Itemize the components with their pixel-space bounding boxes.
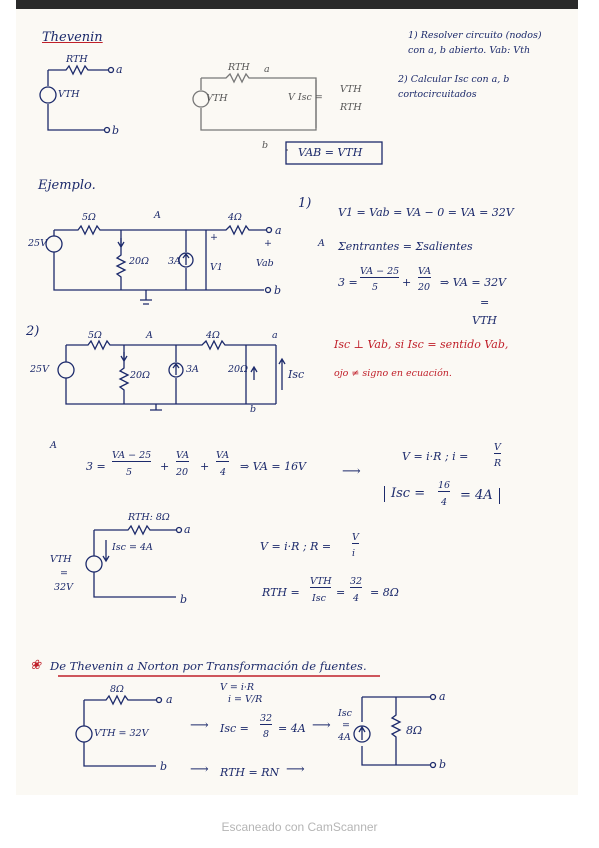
c2-r4: 20Ω	[228, 364, 248, 375]
c3-vth: VTH	[50, 554, 72, 565]
page-title: Thevenin	[42, 30, 103, 45]
part2-isc-num: 16	[438, 480, 451, 491]
gray-frac-den: RTH	[340, 102, 362, 113]
part2-num2: VA	[176, 450, 190, 461]
part1-eq-den2: 20	[418, 282, 431, 293]
part1-eq-den1: 5	[372, 282, 379, 293]
c2-r2: 4Ω	[206, 330, 220, 341]
c2-r3: 20Ω	[130, 370, 150, 381]
c5-node-a: a	[439, 690, 446, 703]
part2-plus2: +	[200, 460, 210, 473]
part1-eq-equals: =	[480, 296, 490, 309]
c1-src-i: 3A	[168, 256, 181, 267]
gray-vth-label: VTH	[206, 93, 228, 104]
camscanner-watermark: Escaneado con CamScanner	[221, 820, 378, 834]
part2-ohm1-den: R	[494, 458, 502, 469]
c3-vth-eq: =	[60, 568, 68, 579]
c3-vth-val: 32V	[54, 582, 73, 593]
c3-node-a: a	[184, 523, 191, 536]
c1-v1: V1	[210, 262, 223, 273]
example-circuit-2	[58, 341, 285, 410]
norton-circuit	[354, 695, 436, 768]
part2-node-A: A	[50, 440, 57, 451]
section-title: De Thevenin a Norton por Transformación de fuentes.	[50, 659, 367, 673]
intro-node-a: a	[116, 63, 123, 76]
circuit-drawings	[16, 0, 578, 795]
part2-den1: 5	[126, 467, 133, 478]
c4-node-b: b	[160, 760, 168, 773]
part1-eq-vth: VTH	[472, 314, 497, 327]
c5-isc: Isc	[338, 708, 352, 719]
c1-r2: 4Ω	[228, 212, 242, 223]
part1-eq-left: 3 =	[338, 276, 358, 289]
part2-num1: VA − 25	[112, 450, 152, 461]
part2-ohm1: V = i·R ; i =	[402, 450, 469, 463]
c2-node-A: A	[146, 330, 153, 341]
c4-r: 8Ω	[110, 684, 124, 695]
c4-vth: VTH = 32V	[94, 728, 149, 739]
part1-eq-plus: +	[402, 276, 412, 289]
c5-r: 8Ω	[406, 724, 423, 737]
c4-isc-formula: Isc =	[220, 722, 249, 735]
c5-node-b: b	[439, 758, 447, 771]
c3-rth: RTH: 8Ω	[128, 512, 170, 523]
part3-rth-eq2: =	[336, 586, 346, 599]
part3-ohm2-num: V	[352, 532, 359, 543]
part3-ohm2: V = i·R ; R =	[260, 540, 332, 553]
part2-isc-den: 4	[441, 497, 448, 508]
intro-node-b: b	[112, 124, 120, 137]
part1-line2: Σentrantes = Σsalientes	[338, 240, 473, 253]
c4-node-a: a	[166, 693, 173, 706]
c4-note1: V = i·R	[220, 682, 255, 693]
gray-isc-formula: V Isc =	[288, 92, 323, 103]
step1-line2: con a, b abierto. Vab: Vth	[408, 45, 531, 56]
part3-ohm2-den: i	[352, 548, 356, 559]
part3-rth-num2: 32	[350, 576, 363, 587]
c4-arrow-end: ⟶	[286, 762, 305, 777]
part3-rth-left: RTH =	[262, 586, 300, 599]
c2-isc: Isc	[288, 368, 305, 381]
red-note-line1: Isc ⊥ Vab, si Isc = sentido Vab,	[334, 338, 509, 351]
step2-line1: 2) Calcular Isc con a, b	[398, 74, 510, 85]
part1-eq-num2: VA	[418, 266, 432, 277]
c2-node-a: a	[272, 330, 278, 341]
c2-src-v: 25V	[30, 364, 49, 375]
c4-isc-num: 32	[260, 713, 273, 724]
c1-vab: Vab	[256, 258, 274, 269]
part2-arrow: ⟶	[342, 464, 361, 479]
part1-node-A: A	[318, 238, 325, 249]
part3-rth-result: = 8Ω	[370, 586, 399, 599]
c2-node-b: b	[250, 404, 257, 415]
boxed-vab-vth: VAB = VTH	[298, 146, 363, 159]
part1-label: 1)	[298, 196, 312, 211]
section-star: ❀	[30, 658, 41, 673]
c4-arrow2-a: ⟶	[312, 718, 331, 733]
c2-src-i: 3A	[186, 364, 199, 375]
c1-node-b: b	[274, 284, 282, 297]
c2-label: 2)	[26, 324, 40, 339]
notebook-page	[16, 0, 578, 795]
part2-isc-left: Isc =	[384, 486, 425, 502]
step2-line2: cortocircuitados	[398, 89, 477, 100]
intro-rth-label: RTH	[66, 54, 88, 65]
example-circuit-1	[46, 226, 272, 304]
gray-node-b: b	[262, 140, 269, 151]
c4-arrow1: ⟶	[190, 718, 209, 733]
c1-plus-1: +	[210, 232, 218, 243]
part2-eq-left: 3 =	[86, 460, 106, 473]
c3-isc: Isc = 4A	[112, 542, 153, 553]
c5-isc-eq: =	[342, 720, 350, 731]
part2-ohm1-num: V	[494, 442, 501, 453]
c4-isc-den: 8	[263, 729, 270, 740]
c1-node-A: A	[154, 210, 161, 221]
part2-den3: 4	[220, 467, 227, 478]
c1-r3: 20Ω	[129, 256, 149, 267]
step1-line1: 1) Resolver circuito (nodos)	[408, 30, 542, 41]
c1-node-a: a	[275, 224, 282, 237]
c3-node-b: b	[180, 593, 188, 606]
c1-plus-2: +	[264, 238, 272, 249]
c4-note2: i = V/R	[228, 694, 263, 705]
c1-src-v: 25V	[28, 238, 47, 249]
part3-rth-den2: 4	[353, 593, 360, 604]
part1-eq-result: ⇒ VA = 32V	[440, 276, 507, 289]
part3-rth-den: Isc	[312, 593, 326, 604]
part2-num3: VA	[216, 450, 230, 461]
part3-rth-num: VTH	[310, 576, 332, 587]
part2-plus1: +	[160, 460, 170, 473]
c4-isc-res: = 4A	[278, 722, 306, 735]
example-label: Ejemplo.	[38, 178, 96, 193]
c4-arrow3: ⟶	[190, 762, 209, 777]
c1-r1: 5Ω	[82, 212, 96, 223]
part2-result: ⇒ VA = 16V	[240, 460, 307, 473]
c2-r1: 5Ω	[88, 330, 102, 341]
gray-frac-num: VTH	[340, 84, 362, 95]
part2-isc-result: = 4A	[460, 488, 500, 504]
gray-node-a: a	[264, 64, 270, 75]
gray-rth-label: RTH	[228, 62, 250, 73]
red-note-line2: ojo ≠ signo en ecuación.	[334, 368, 452, 379]
intro-vth-label: VTH	[58, 89, 80, 100]
example-circuit-3	[86, 526, 182, 597]
part1-eq-num1: VA − 25	[360, 266, 400, 277]
c5-isc-val: 4A	[338, 732, 351, 743]
part2-den2: 20	[176, 467, 189, 478]
c4-rth-rn: RTH = RN	[220, 766, 280, 779]
part1-line1: V1 = Vab = VA − 0 = VA = 32V	[338, 206, 514, 219]
